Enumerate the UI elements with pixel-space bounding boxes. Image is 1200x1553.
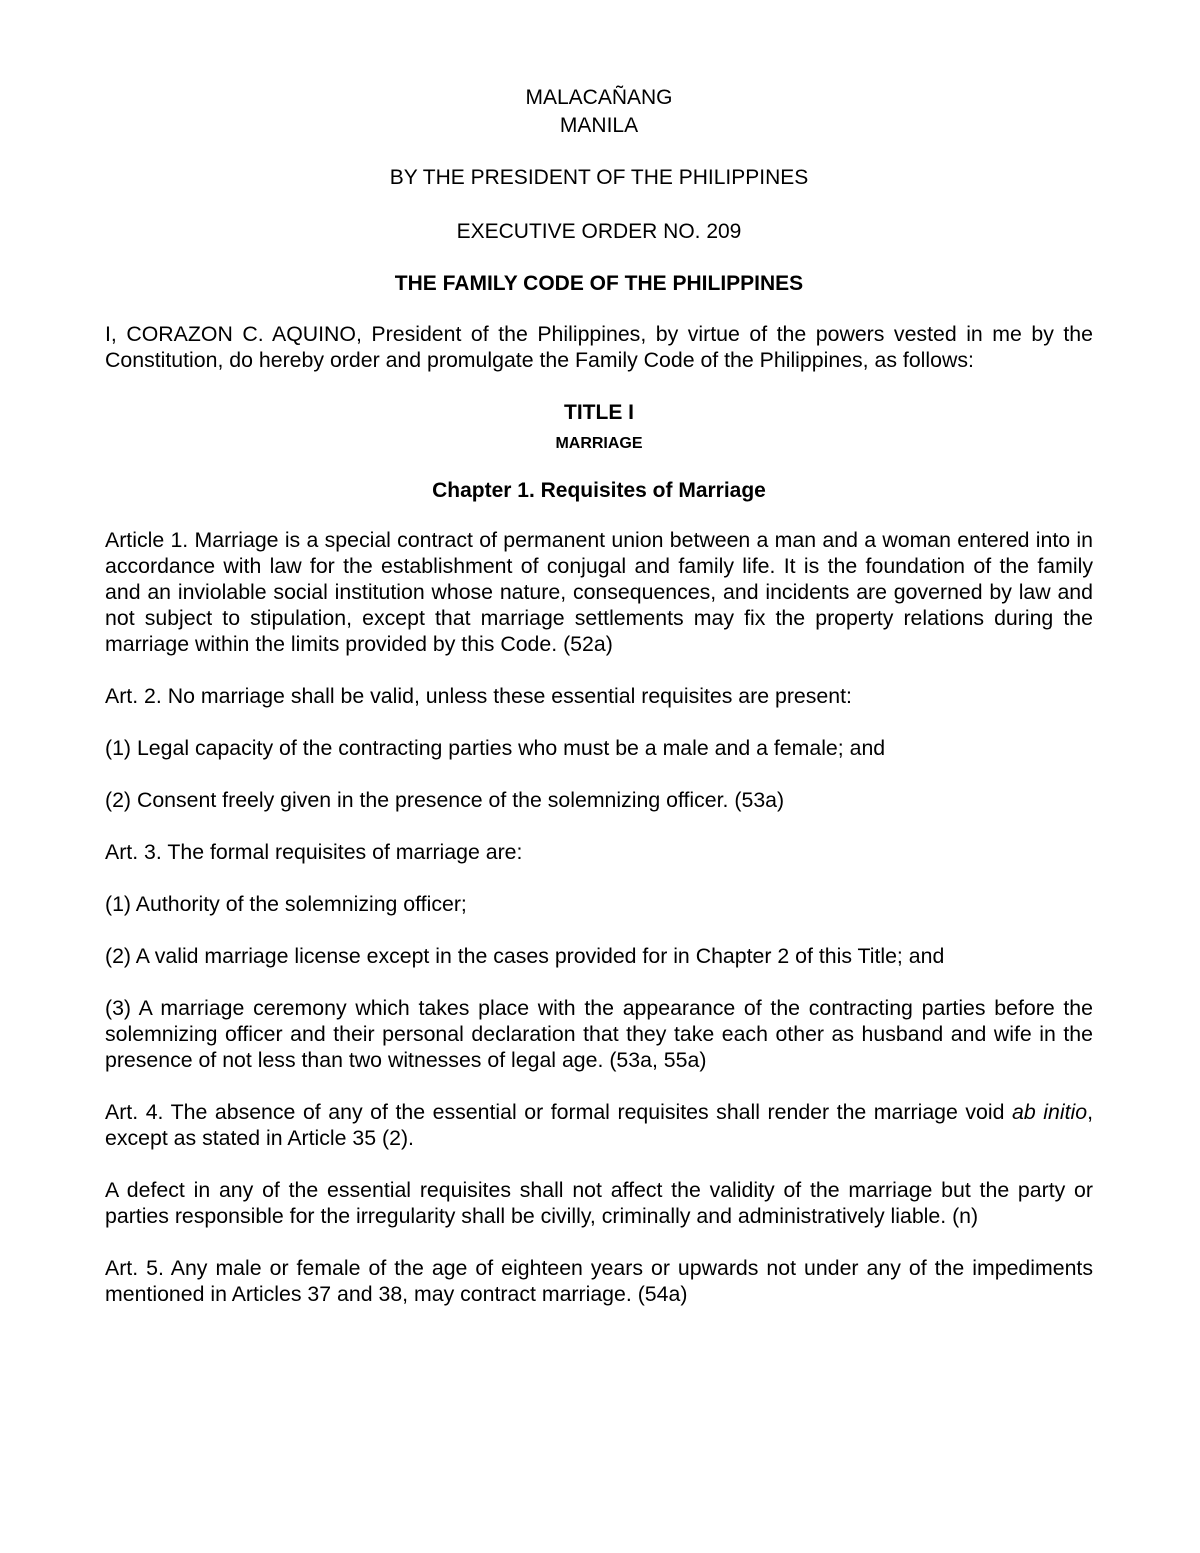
article-4-latin-term: ab initio	[1012, 1100, 1088, 1124]
article-1: Article 1. Marriage is a special contract of permanent union between a man and a woman entered into in accordance with law for the establishment of conjugal and family life. It is the foundation of the family and an inviolable social institution whose nature, consequences, and incidents are governed by law and not subject to stipulation, except that marriage settlements may fix the property relations during the marriage within the limits provided by this Code. (52a)	[105, 528, 1093, 656]
document-title: THE FAMILY CODE OF THE PHILIPPINES	[394, 272, 804, 295]
preamble-paragraph: I, CORAZON C. AQUINO, President of the Philippines, by virtue of the powers vested in me by the Constitution, do hereby order and promulgate the Family Code of the Philippines, as follows:	[105, 322, 1093, 372]
header-malacanang: MALACAÑANG	[525, 86, 673, 109]
article-3: Art. 3. The formal requisites of marriage are:	[105, 840, 523, 864]
article-4-paragraph-2: A defect in any of the essential requisites shall not affect the validity of the marriage but the party or parties responsible for the irregularity shall be civilly, criminally and administratively liable. (n)	[105, 1178, 1093, 1228]
title-i-label: TITLE I	[564, 401, 634, 424]
article-2: Art. 2. No marriage shall be valid, unless these essential requisites are present:	[105, 684, 852, 708]
header-manila: MANILA	[559, 114, 639, 137]
article-3-item-1: (1) Authority of the solemnizing officer;	[105, 892, 467, 916]
article-4	[105, 1099, 1093, 1151]
header-executive-order: EXECUTIVE ORDER NO. 209	[456, 220, 742, 243]
article-4-text-end: , except as stated in Article 35 (2).	[105, 1100, 1093, 1150]
title-i-name: MARRIAGE	[555, 435, 643, 452]
article-5: Art. 5. Any male or female of the age of eighteen years or upwards not under any of the impediments mentioned in Articles 37 and 38, may contract marriage. (54a)	[105, 1256, 1093, 1306]
article-3-item-3: (3) A marriage ceremony which takes place with the appearance of the contracting parties before the solemnizing officer and their personal declaration that they take each other as husband and wife in the presence of not less than two witnesses of legal age. (53a, 55a)	[105, 996, 1093, 1072]
article-4-text-start: Art. 4. The absence of any of the essential or formal requisites shall render the marriage void	[105, 1100, 1013, 1124]
article-3-item-2: (2) A valid marriage license except in the cases provided for in Chapter 2 of this Title; and	[105, 944, 945, 968]
article-2-item-2: (2) Consent freely given in the presence of the solemnizing officer. (53a)	[105, 788, 785, 812]
document-page	[105, 84, 1093, 1307]
header-president: BY THE PRESIDENT OF THE PHILIPPINES	[389, 166, 809, 189]
chapter-1-heading: Chapter 1. Requisites of Marriage	[432, 479, 766, 502]
article-2-item-1: (1) Legal capacity of the contracting parties who must be a male and a female; and	[105, 736, 886, 760]
